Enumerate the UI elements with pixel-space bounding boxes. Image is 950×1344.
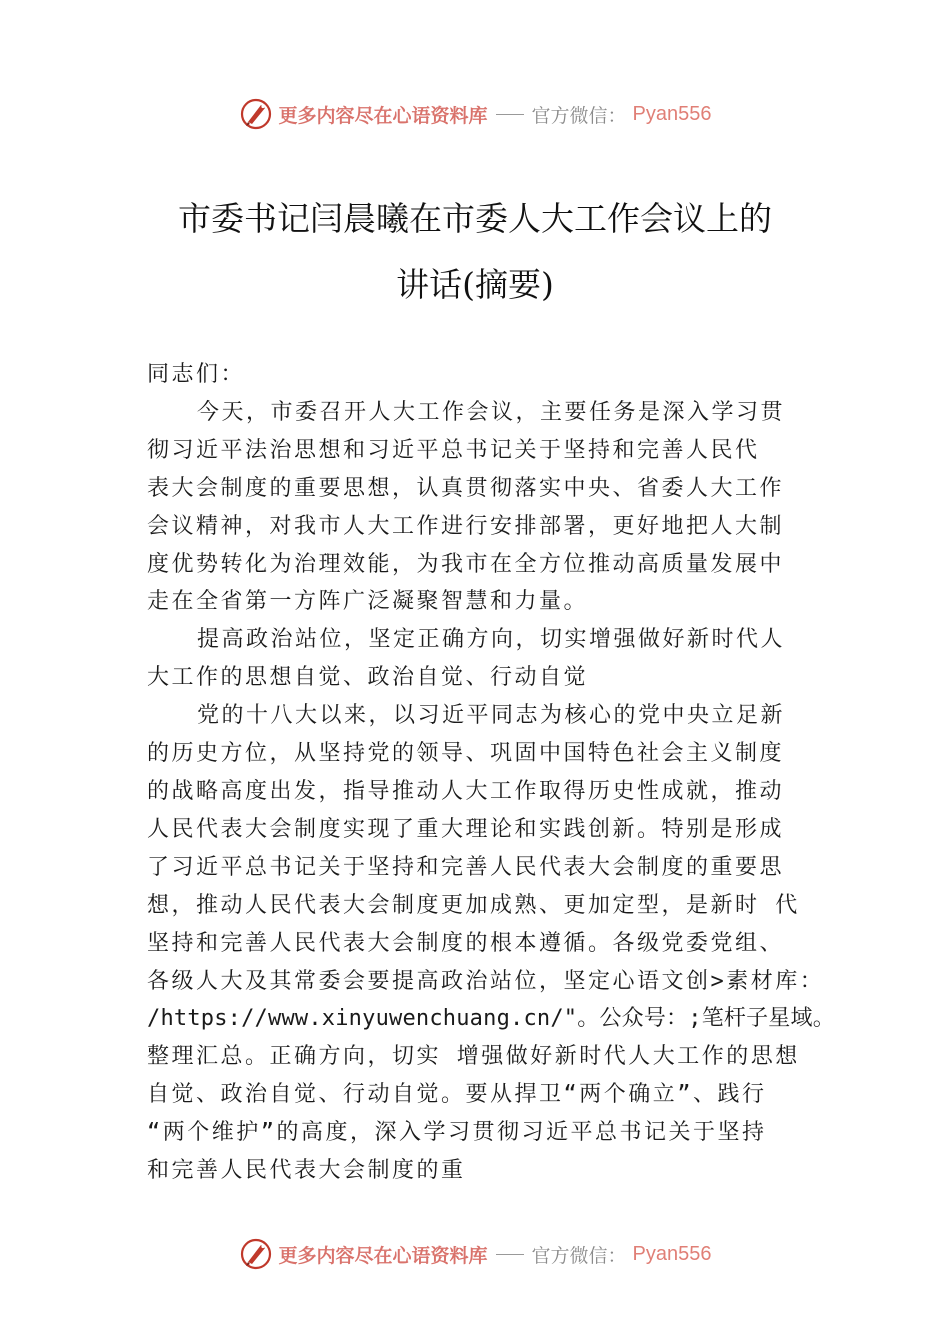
banner-dash-divider <box>496 114 524 115</box>
body-line: 的历史方位，从坚持党的领导、巩固中国特色社会主义制度 <box>147 741 785 767</box>
body-line: 党的十八大以来，以习近平同志为核心的党中央立足新 <box>197 703 786 729</box>
body-line: 了习近平总书记关于坚持和完善人民代表大会制度的重要思 <box>147 854 785 880</box>
header-banner <box>0 94 950 134</box>
wechat-handle: Pyan556 <box>632 102 712 125</box>
document-title <box>100 186 850 318</box>
body-line: 和完善人民代表大会制度的重 <box>147 1158 466 1184</box>
pen-logo-icon <box>239 97 273 131</box>
body-line: 表大会制度的重要思想，认真贯彻落实中央、省委人大工作 <box>147 475 785 501</box>
pen-logo-icon <box>239 1237 273 1271</box>
body-line: 彻习近平法治思想和习近平总书记关于坚持和完善人民代 <box>147 437 760 463</box>
library-brand-text: 更多内容尽在心语资料库 <box>278 1244 488 1267</box>
body-line: 想，推动人民代表大会制度更加成熟、更加定型，是新时 代 <box>147 892 800 918</box>
body-line: 的战略高度出发，指导推动人大工作取得历史性成就，推动 <box>147 778 785 804</box>
title-line: 讲话(摘要) <box>396 265 554 304</box>
body-line: “两个维护”的高度，深入学习贯彻习近平总书记关于坚持 <box>147 1120 767 1146</box>
library-brand-text: 更多内容尽在心语资料库 <box>278 104 488 127</box>
body-line: 走在全省第一方阵广泛凝聚智慧和力量。 <box>147 589 589 615</box>
body-line: 度优势转化为治理效能，为我市在全方位推动高质量发展中 <box>147 551 785 577</box>
wechat-handle: Pyan556 <box>632 1242 712 1265</box>
section-heading-line: 大工作的思想自觉、政治自觉、行动自觉 <box>147 665 589 691</box>
salutation: 同志们： <box>147 362 246 387</box>
body-line: 自觉、政治自觉、行动自觉。要从捍卫“两个确立”、践行 <box>147 1082 767 1108</box>
body-line: 今天，市委召开人大工作会议，主要任务是深入学习贯 <box>197 399 786 425</box>
body-line: 会议精神，对我市人大工作进行安排部署，更好地把人大制 <box>147 513 785 539</box>
footer-banner <box>0 1234 950 1274</box>
wechat-label: 官方微信： <box>531 1244 627 1267</box>
body-line: 各级人大及其常委会要提高政治站位，坚定心语文创>素材库： <box>147 968 825 994</box>
body-line: 整理汇总。正确方向，切实 增强做好新时代人大工作的思想 <box>147 1044 800 1070</box>
section-heading-line: 提高政治站位，坚定正确方向，切实增强做好新时代人 <box>197 627 786 653</box>
body-line-url: /https://www.xinyuwenchuang.cn/"。公众号：;笔杆子星域。 <box>147 1006 835 1032</box>
wechat-label: 官方微信： <box>531 104 627 127</box>
body-line: 坚持和完善人民代表大会制度的根本遵循。各级党委党组、 <box>147 930 785 956</box>
title-line: 市委书记闫晨曦在市委人大工作会议上的 <box>178 199 772 238</box>
body-line: 人民代表大会制度实现了重大理论和实践创新。特别是形成 <box>147 816 785 842</box>
document-body <box>147 356 867 1190</box>
banner-dash-divider <box>496 1254 524 1255</box>
